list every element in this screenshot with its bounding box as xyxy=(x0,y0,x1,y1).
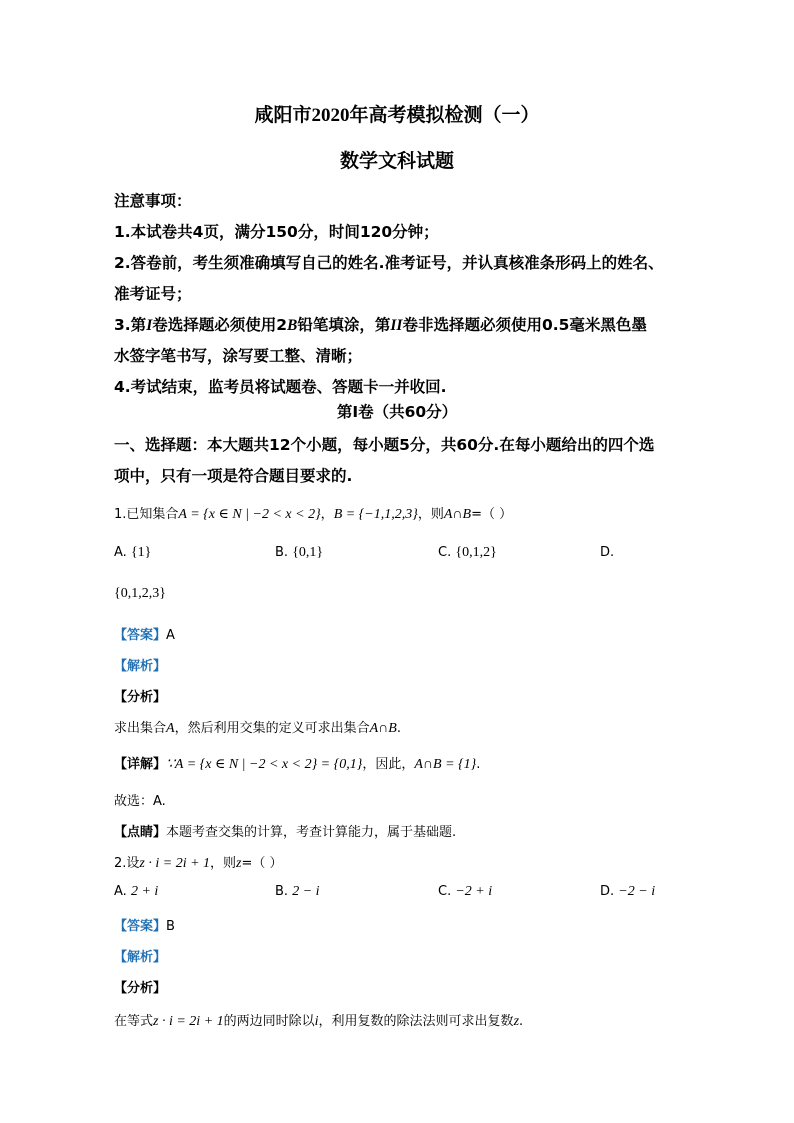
part-heading-b: 项中，只有一项是符合题目要求的. xyxy=(114,467,353,485)
q1-option-c xyxy=(438,545,497,561)
q2-option-c xyxy=(438,884,492,900)
q2-fenxi-end: . xyxy=(519,1014,524,1029)
q1-answer-value: A xyxy=(166,628,175,643)
q1-option-a-label: A. xyxy=(114,545,127,560)
q1-option-a xyxy=(114,545,151,561)
q1-ask2: =（ ） xyxy=(471,507,513,522)
q2-prefix: 2.设 xyxy=(114,856,140,871)
q1-option-b-label: B. xyxy=(275,545,289,560)
q2-jiexi xyxy=(114,946,166,965)
q2-jiexi-tag: 【解析】 xyxy=(114,950,167,965)
q1-answer xyxy=(114,624,175,643)
notice-3-roman-i: I xyxy=(146,317,153,334)
notice-3-mid1: 卷选择题必须使用2 xyxy=(152,316,288,334)
q2-fenxi-eq: z · i = 2i + 1 xyxy=(153,1014,224,1029)
notice-line-1: 1.本试卷共4页，满分150分，时间120分钟； xyxy=(114,223,439,241)
q2-option-a-label: A. xyxy=(114,884,127,899)
q1-option-d xyxy=(600,545,614,560)
q1-comment-text: 本题考查交集的计算，考查计算能力，属于基础题. xyxy=(166,825,457,840)
part-heading xyxy=(114,430,704,492)
q1-detail-math2: A∩B = {1} xyxy=(414,757,477,772)
notice-line-2b: 准考证号； xyxy=(114,285,192,303)
q1-jiexi xyxy=(114,655,166,674)
q1-fenxi-set: A xyxy=(166,721,175,736)
q1-option-a-value: {1} xyxy=(130,545,152,560)
q2-answer xyxy=(114,915,175,934)
notice-line-4: 4.考试结束，监考员将试题卷、答题卡一并收回. xyxy=(114,378,447,396)
q1-prefix: 1.已知集合 xyxy=(114,507,179,522)
q2-eq: z · i = 2i + 1 xyxy=(139,856,211,871)
q2-option-a xyxy=(114,884,158,900)
q2-fenxi-z: z xyxy=(513,1014,520,1029)
q1-fenxi-tag: 【分析】 xyxy=(114,690,167,705)
q2-fenxi-c: ，利用复数的除法法则可求出复数 xyxy=(318,1014,514,1029)
q1-detail-tag: 【详解】 xyxy=(114,757,167,772)
notice-line-2a: 2.答卷前，考生须准确填写自己的姓名.准考证号，并认真核准条形码上的姓名、 xyxy=(114,254,664,272)
q1-fenxi-a: 求出集合 xyxy=(114,721,167,736)
q1-expr: A∩B xyxy=(443,507,472,522)
q2-option-d-value: −2 − i xyxy=(618,884,656,899)
notice-block xyxy=(114,186,704,403)
q1-set-b: B = {−1,1,2,3} xyxy=(333,507,418,522)
q2-option-a-value: 2 + i xyxy=(130,884,159,899)
q1-jiexi-tag: 【解析】 xyxy=(114,659,167,674)
q2-option-c-label: C. xyxy=(438,884,452,899)
notice-line-3a xyxy=(114,310,704,341)
q1-comment xyxy=(114,821,456,840)
q1-fenxi-expr: A∩B xyxy=(369,721,397,736)
q2-option-b-label: B. xyxy=(275,884,289,899)
q1-option-d-value: {0,1,2,3} xyxy=(114,586,166,601)
q1-sep: ， xyxy=(320,507,334,522)
q2-option-b-value: 2 − i xyxy=(292,884,320,899)
q1-fenxi xyxy=(114,686,166,705)
q1-fenxi-end: . xyxy=(396,721,401,736)
notice-3-b: B xyxy=(287,317,298,334)
q2-fenxi xyxy=(114,977,166,996)
notice-3-pre: 3.第 xyxy=(114,316,147,334)
q2-option-d-label: D. xyxy=(600,884,615,899)
q2-ask: ，则 xyxy=(210,856,237,871)
q2-stem xyxy=(114,852,283,872)
q1-option-c-value: {0,1,2} xyxy=(455,545,497,560)
notice-3-roman-ii: II xyxy=(390,317,403,334)
q2-option-c-value: −2 + i xyxy=(455,884,493,899)
q1-option-b xyxy=(275,545,323,561)
notice-3-post: 卷非选择题必须使用0.5毫米黑色墨 xyxy=(402,316,647,334)
section-title: 第Ⅰ卷（共60分） xyxy=(336,403,458,421)
exam-subtitle: 数学文科试题 xyxy=(339,151,454,172)
q1-option-d-label: D. xyxy=(600,545,615,560)
notice-heading: 注意事项： xyxy=(114,192,192,210)
q1-ask: ，则 xyxy=(417,507,444,522)
q2-option-d xyxy=(600,884,655,900)
q2-fenxi-tag: 【分析】 xyxy=(114,981,167,996)
q2-fenxi-text xyxy=(114,1010,523,1030)
notice-3-mid2: 铅笔填涂，第 xyxy=(297,316,391,334)
q1-option-c-label: C. xyxy=(438,545,452,560)
q1-fenxi-b: ，然后利用交集的定义可求出集合 xyxy=(174,721,370,736)
q1-comment-tag: 【点睛】 xyxy=(114,825,167,840)
exam-title: 咸阳市2020年高考模拟检测（一） xyxy=(254,105,540,126)
q1-detail-end: . xyxy=(476,757,481,772)
q2-answer-value: B xyxy=(166,919,175,934)
q1-choose: 故选：A. xyxy=(114,794,166,809)
q2-ask2: =（ ） xyxy=(241,856,283,871)
notice-line-3b: 水签字笔书写，涂写要工整、清晰； xyxy=(114,347,363,365)
part-heading-a: 一、选择题：本大题共12个小题，每小题5分，共60分.在每小题给出的四个选 xyxy=(114,436,655,454)
q2-fenxi-i: i xyxy=(314,1014,319,1029)
q1-detail-mid: ，因此， xyxy=(362,757,415,772)
q2-fenxi-b: 的两边同时除以 xyxy=(223,1014,315,1029)
q1-fenxi-text xyxy=(114,717,401,737)
q1-detail-math: ∵A = {x ∈ N | −2 < x < 2} = {0,1} xyxy=(166,757,363,772)
q1-detail xyxy=(114,753,480,773)
q1-answer-tag: 【答案】 xyxy=(114,628,167,643)
q2-z: z xyxy=(236,856,242,871)
q2-answer-tag: 【答案】 xyxy=(114,919,167,934)
q2-option-b xyxy=(275,884,320,900)
q1-option-b-value: {0,1} xyxy=(292,545,324,560)
q1-stem xyxy=(114,503,512,523)
q1-set-a: A = {x ∈ N | −2 < x < 2} xyxy=(178,507,321,522)
q2-fenxi-a: 在等式 xyxy=(114,1014,154,1029)
